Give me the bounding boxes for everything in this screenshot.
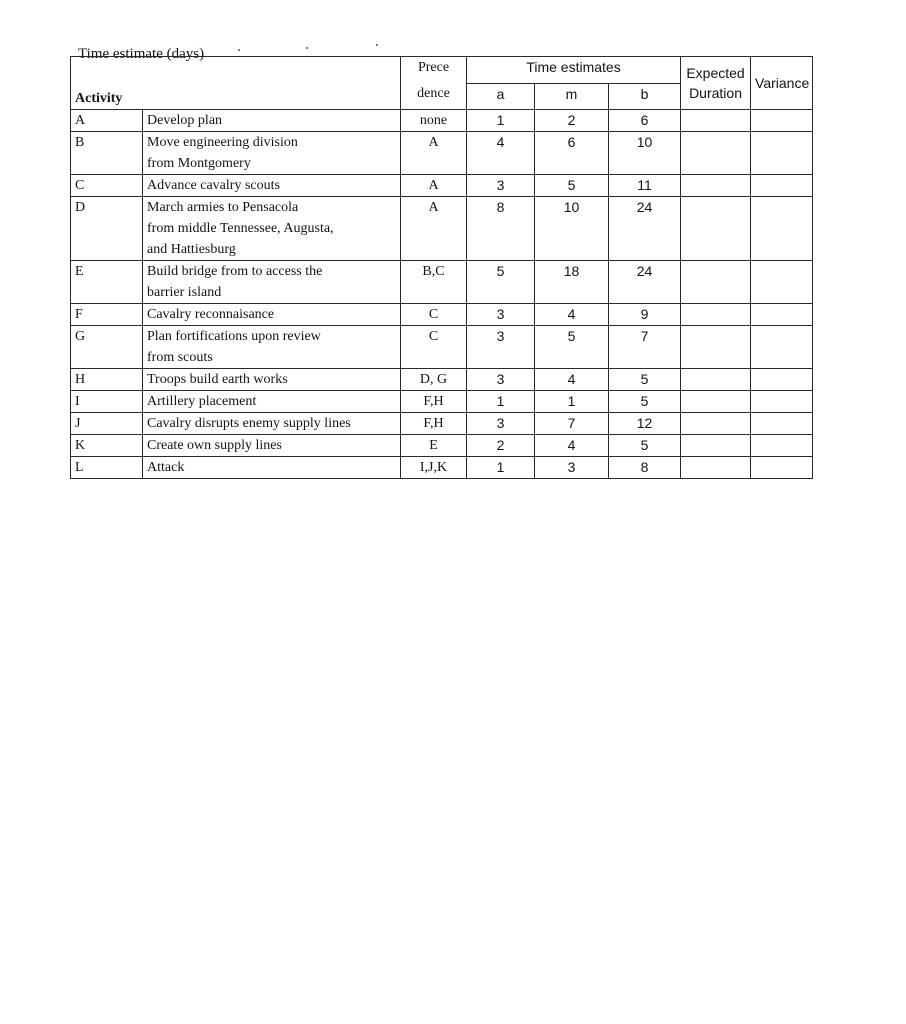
- m-value-cell: 4: [535, 304, 609, 326]
- description-line: from scouts: [147, 350, 213, 365]
- a-value-cell: 1: [467, 457, 535, 479]
- b-header: [609, 83, 681, 110]
- activity-header-label: Activity: [75, 91, 123, 106]
- activity-id-cell: K: [71, 435, 143, 457]
- activity-id-cell: J: [71, 413, 143, 435]
- variance-cell: [751, 261, 813, 304]
- activity-description-cell: [143, 261, 401, 304]
- precedence-header-label-2: dence: [417, 86, 450, 101]
- expected-duration-cell: [681, 326, 751, 369]
- expected-duration-header: [681, 57, 751, 110]
- table-row: [71, 304, 813, 326]
- activity-id-cell: H: [71, 369, 143, 391]
- scan-speck: [238, 49, 240, 51]
- m-value-cell: 18: [535, 261, 609, 304]
- m-value-cell: 10: [535, 197, 609, 261]
- precedence-cell: none: [401, 110, 467, 132]
- scan-speck: [376, 44, 378, 46]
- expected-duration-cell: [681, 132, 751, 175]
- variance-label: Variance: [755, 75, 810, 91]
- variance-cell: [751, 457, 813, 479]
- activity-id-cell: C: [71, 175, 143, 197]
- precedence-cell: E: [401, 435, 467, 457]
- expected-duration-cell: [681, 435, 751, 457]
- description-line: Build bridge from to access the: [147, 264, 323, 279]
- variance-cell: [751, 435, 813, 457]
- activity-description-cell: [143, 326, 401, 369]
- expected-duration-cell: [681, 457, 751, 479]
- expected-duration-cell: [681, 304, 751, 326]
- variance-cell: [751, 304, 813, 326]
- precedence-cell: B,C: [401, 261, 467, 304]
- precedence-header-label-1: Prece: [417, 60, 450, 75]
- activity-rows: [71, 110, 813, 479]
- precedence-cell: I,J,K: [401, 457, 467, 479]
- precedence-cell: C: [401, 304, 467, 326]
- a-value-cell: 3: [467, 369, 535, 391]
- a-value-cell: 2: [467, 435, 535, 457]
- a-value-cell: 3: [467, 175, 535, 197]
- precedence-cell: D, G: [401, 369, 467, 391]
- description-line: barrier island: [147, 285, 222, 300]
- precedence-cell: F,H: [401, 413, 467, 435]
- description-line: Advance cavalry scouts: [147, 178, 280, 193]
- activity-description-cell: [143, 110, 401, 132]
- activity-id-cell: D: [71, 197, 143, 261]
- table-row: [71, 175, 813, 197]
- activity-id-cell: F: [71, 304, 143, 326]
- description-line: and Hattiesburg: [147, 242, 236, 257]
- a-value-cell: 3: [467, 413, 535, 435]
- b-value-cell: 8: [609, 457, 681, 479]
- b-value-cell: 24: [609, 197, 681, 261]
- time-estimate-table: [70, 56, 813, 479]
- table-row: [71, 413, 813, 435]
- b-value-cell: 5: [609, 391, 681, 413]
- description-line: Cavalry reconnaisance: [147, 307, 275, 322]
- a-value-cell: 4: [467, 132, 535, 175]
- activity-description-cell: [143, 304, 401, 326]
- activity-description-cell: [143, 132, 401, 175]
- a-header: [467, 83, 535, 110]
- m-value-cell: 3: [535, 457, 609, 479]
- m-value-cell: 2: [535, 110, 609, 132]
- description-line: Plan fortifications upon review: [147, 329, 321, 344]
- variance-cell: [751, 413, 813, 435]
- description-line: Troops build earth works: [147, 372, 288, 387]
- m-value-cell: 1: [535, 391, 609, 413]
- page-title: Time estimate (days): [78, 46, 205, 62]
- m-value-cell: 4: [535, 435, 609, 457]
- activity-header: [71, 57, 401, 110]
- description-line: March armies to Pensacola: [147, 200, 299, 215]
- a-value-cell: 3: [467, 326, 535, 369]
- expected-duration-cell: [681, 413, 751, 435]
- expected-duration-cell: [681, 110, 751, 132]
- variance-cell: [751, 326, 813, 369]
- description-line: Cavalry disrupts enemy supply lines: [147, 416, 351, 431]
- table-row: [71, 197, 813, 261]
- activity-description-cell: [143, 175, 401, 197]
- b-value-cell: 7: [609, 326, 681, 369]
- description-line: from Montgomery: [147, 156, 251, 171]
- activity-description-cell: [143, 391, 401, 413]
- a-value-cell: 1: [467, 391, 535, 413]
- a-value-cell: 5: [467, 261, 535, 304]
- description-line: Move engineering division: [147, 135, 298, 150]
- activity-id-cell: A: [71, 110, 143, 132]
- table-row: [71, 369, 813, 391]
- precedence-cell: F,H: [401, 391, 467, 413]
- table-row: [71, 391, 813, 413]
- b-value-cell: 12: [609, 413, 681, 435]
- precedence-cell: A: [401, 197, 467, 261]
- m-value-cell: 5: [535, 326, 609, 369]
- a-value-cell: 3: [467, 304, 535, 326]
- description-line: Develop plan: [147, 113, 223, 128]
- b-header-label: b: [640, 85, 649, 102]
- m-value-cell: 4: [535, 369, 609, 391]
- expected-duration-cell: [681, 391, 751, 413]
- a-value-cell: 8: [467, 197, 535, 261]
- precedence-cell: A: [401, 175, 467, 197]
- activity-id-cell: G: [71, 326, 143, 369]
- m-value-cell: 5: [535, 175, 609, 197]
- precedence-header-top: [401, 57, 467, 84]
- variance-cell: [751, 369, 813, 391]
- expected-label-1: Expected: [686, 65, 745, 81]
- b-value-cell: 5: [609, 435, 681, 457]
- expected-duration-cell: [681, 261, 751, 304]
- activity-description-cell: [143, 457, 401, 479]
- b-value-cell: 11: [609, 175, 681, 197]
- activity-id-cell: L: [71, 457, 143, 479]
- time-estimates-label: Time estimates: [526, 59, 621, 75]
- activity-id-cell: I: [71, 391, 143, 413]
- description-line: Artillery placement: [147, 394, 257, 409]
- header-row-1: [71, 57, 813, 84]
- variance-cell: [751, 110, 813, 132]
- activity-description-cell: [143, 197, 401, 261]
- m-value-cell: 6: [535, 132, 609, 175]
- expected-duration-cell: [681, 197, 751, 261]
- variance-cell: [751, 175, 813, 197]
- scan-speck: [306, 47, 308, 49]
- b-value-cell: 10: [609, 132, 681, 175]
- activity-description-cell: [143, 369, 401, 391]
- description-line: from middle Tennessee, Augusta,: [147, 221, 334, 236]
- m-value-cell: 7: [535, 413, 609, 435]
- activity-id-cell: E: [71, 261, 143, 304]
- table-row: [71, 435, 813, 457]
- description-line: Attack: [147, 460, 185, 475]
- precedence-header-bottom: [401, 83, 467, 110]
- variance-cell: [751, 391, 813, 413]
- activity-description-cell: [143, 435, 401, 457]
- expected-duration-cell: [681, 369, 751, 391]
- b-value-cell: 6: [609, 110, 681, 132]
- table-row: [71, 110, 813, 132]
- activity-id-cell: B: [71, 132, 143, 175]
- table-row: [71, 326, 813, 369]
- b-value-cell: 5: [609, 369, 681, 391]
- table-row: [71, 132, 813, 175]
- m-header-label: m: [565, 85, 578, 102]
- b-value-cell: 9: [609, 304, 681, 326]
- a-value-cell: 1: [467, 110, 535, 132]
- time-estimates-header: [467, 57, 681, 84]
- table-row: [71, 261, 813, 304]
- description-line: Create own supply lines: [147, 438, 282, 453]
- precedence-cell: A: [401, 132, 467, 175]
- activity-description-cell: [143, 413, 401, 435]
- variance-cell: [751, 132, 813, 175]
- table-row: [71, 457, 813, 479]
- expected-duration-cell: [681, 175, 751, 197]
- a-header-label: a: [496, 85, 505, 102]
- precedence-cell: C: [401, 326, 467, 369]
- expected-label-2: Duration: [689, 85, 742, 101]
- m-header: [535, 83, 609, 110]
- b-value-cell: 24: [609, 261, 681, 304]
- variance-cell: [751, 197, 813, 261]
- variance-header: [751, 57, 813, 110]
